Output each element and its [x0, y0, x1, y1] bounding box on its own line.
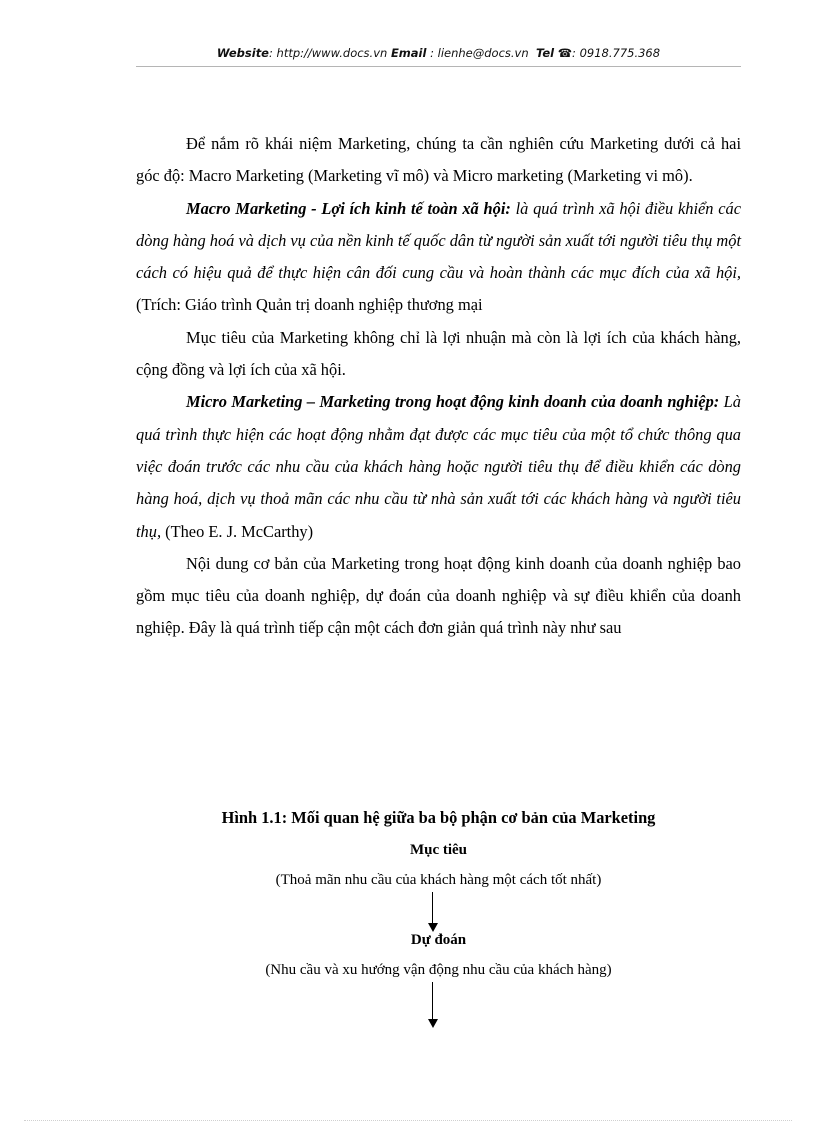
flow-node-forecast-title: Dự đoán	[410, 932, 467, 948]
page-header	[136, 46, 741, 60]
paragraph-micro-marketing	[136, 386, 741, 547]
micro-marketing-definition: Là quá trình thực hiện các hoạt động nhằm đạt được các mục tiêu của một tổ chức thông qua việc đoán trước các nhu cầu của khách hàng hoặc người tiêu thụ để điều khiển các dòng hàng hoá, dịch vụ thoả mãn các nhu cầu từ nhà sản xuất tới các khách hàng và người tiêu thụ,	[136, 392, 741, 541]
paragraph-intro: Để nắm rõ khái niệm Marketing, chúng ta cần nghiên cứu Marketing dưới cả hai góc độ: Macro Marketing (Marketing vĩ mô) và Micro marketing (Marketing vi mô).	[136, 134, 741, 186]
flow-node-forecast-description: (Nhu cầu và xu hướng vận động nhu cầu của khách hàng)	[265, 962, 612, 978]
tel-value: : 0918.775.368	[572, 46, 661, 60]
paragraph-content: Nội dung cơ bản của Marketing trong hoạt động kinh doanh của doanh nghiệp bao gồm mục tiêu của doanh nghiệp, dự đoán của doanh nghiệp và sự điều khiển của doanh nghiệp. Đây là quá trình tiếp cận một cách đơn giản quá trình này như sau	[136, 553, 741, 638]
tel-label: Tel	[535, 46, 555, 60]
micro-marketing-heading: Micro Marketing – Marketing trong hoạt động kinh doanh của doanh nghiệp:	[186, 392, 720, 412]
document-body	[136, 128, 741, 645]
email-value: : lienhe@docs.vn	[426, 46, 529, 60]
header-divider	[136, 66, 741, 67]
flow-node-objective-title: Mục tiêu	[409, 842, 468, 858]
email-label: Email	[390, 46, 427, 60]
footer-divider	[24, 1120, 792, 1121]
macro-marketing-heading: Macro Marketing - Lợi ích kinh tế toàn xã hội:	[186, 198, 511, 218]
phone-icon: ☎	[557, 46, 573, 60]
flow-arrow-down-icon	[426, 892, 440, 932]
macro-marketing-definition: là quá trình xã hội điều khiển các dòng hàng hoá và dịch vụ của nền kinh tế quốc dân từ người sản xuất tới người tiêu thụ một cách có hiệu quả để thực hiện cân đối cung cầu và hoàn thành các mục đích của xã hội,	[136, 198, 741, 283]
flow-node-objective-description: (Thoả mãn nhu cầu của khách hàng một cách tốt nhất)	[275, 872, 602, 888]
paragraph-macro-marketing	[136, 193, 741, 322]
figure-title: Hình 1.1: Mối quan hệ giữa ba bộ phận cơ bản của Marketing	[221, 808, 656, 827]
micro-marketing-source: (Theo E. J. McCarthy)	[161, 521, 314, 541]
flow-arrow-down-icon	[426, 982, 440, 1028]
website-value: : http://www.docs.vn	[269, 46, 388, 60]
website-label: Website	[216, 46, 269, 60]
macro-marketing-source: (Trích: Giáo trình Quản trị doanh nghiệp thương mại	[136, 295, 483, 315]
paragraph-objective: Mục tiêu của Marketing không chỉ là lợi nhuận mà còn là lợi ích của khách hàng, cộng đồng và lợi ích của xã hội.	[136, 327, 741, 380]
